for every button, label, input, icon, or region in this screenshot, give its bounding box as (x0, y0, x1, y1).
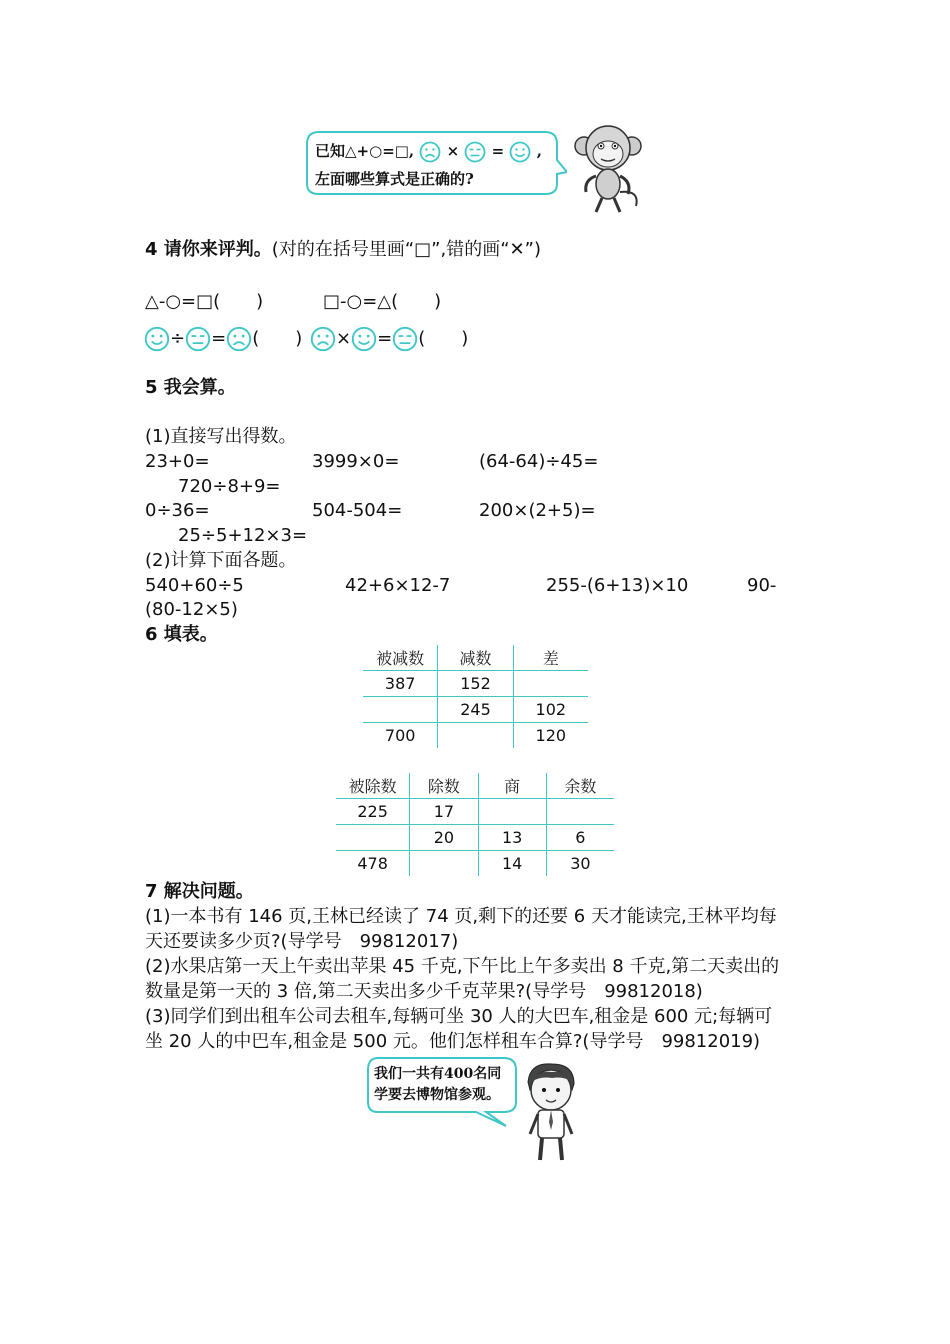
table-cell: 152 (438, 671, 513, 697)
q4-eq-2: = (377, 328, 393, 349)
table1-header: 差 (513, 645, 588, 671)
table-cell: 17 (410, 799, 478, 825)
q7-p3-line1: (3)同学们到出租车公司去租车,每辆可坐 30 人的大巴车,租金是 600 元;每辆可 (145, 1006, 773, 1027)
q5-title: 5 我会算。 (145, 377, 236, 398)
q4-div: ÷ (170, 328, 186, 349)
table-cell (478, 799, 546, 825)
table1-header: 被减数 (363, 645, 438, 671)
happy-face-icon (509, 141, 531, 163)
table-cell (410, 851, 478, 877)
neutral-face-icon (392, 326, 418, 352)
subtraction-table (363, 645, 588, 748)
table-row (336, 799, 614, 825)
monkey-speech-bubble (305, 130, 565, 194)
table-cell (438, 723, 513, 749)
q5-part1-title: (1)直接写出得数。 (145, 426, 297, 447)
table-cell: 102 (513, 697, 588, 723)
q6-title: 6 填表。 (145, 624, 218, 645)
q5-r2-c3: 200×(2+5)= (479, 500, 596, 521)
table-row (336, 825, 614, 851)
table-cell: 6 (546, 825, 614, 851)
q5-r1-extra: 720÷8+9= (178, 476, 281, 497)
table2-header: 商 (478, 773, 546, 799)
table-row (363, 697, 588, 723)
bubble-eq: = (491, 142, 505, 160)
monkey-illustration (572, 120, 644, 214)
bubble-comma: , (536, 142, 542, 160)
q4-item1: △-○=□( ) (145, 291, 264, 312)
q4-instruction-mid: ”,错的画“ (431, 239, 510, 260)
happy-face-icon (144, 326, 170, 352)
table-cell: 478 (336, 851, 410, 877)
boy-illustration (518, 1060, 584, 1164)
q5-r3-c3: 255-(6+13)×10 (546, 575, 689, 596)
table-row (336, 851, 614, 877)
q4-face-row-1 (144, 326, 302, 354)
boy-bubble-line1: 我们一共有400名同 (374, 1066, 502, 1082)
happy-face-icon (351, 326, 377, 352)
division-table (336, 773, 614, 876)
q5-r3-extra: (80-12×5) (145, 599, 238, 620)
sad-face-icon (419, 141, 441, 163)
q5-r1-c1: 23+0= (145, 451, 210, 472)
neutral-face-icon (464, 141, 486, 163)
q4-check-mark: □ (414, 239, 432, 260)
table-cell (336, 825, 410, 851)
table2-header: 除数 (410, 773, 478, 799)
table-cell: 387 (363, 671, 438, 697)
q7-p1-line1: (1)一本书有 146 页,王林已经读了 74 页,剩下的还要 6 天才能读完,王林平均每 (145, 906, 777, 927)
q5-r1-c3: (64-64)÷45= (479, 451, 599, 472)
table-cell: 700 (363, 723, 438, 749)
q4-instruction: (对的在括号里画“ (271, 239, 415, 260)
table1-header: 减数 (438, 645, 513, 671)
q7-p1-line2: 天还要读多少页?(导学号 99812017) (145, 931, 459, 952)
q7-p2-line2: 数量是第一天的 3 倍,第二天卖出多少千克苹果?(导学号 99812018) (145, 981, 703, 1002)
q4-item2: □-○=△( ) (323, 291, 442, 312)
table-cell (513, 671, 588, 697)
table2-header: 被除数 (336, 773, 410, 799)
table-cell: 20 (410, 825, 478, 851)
sad-face-icon (310, 326, 336, 352)
table-cell (546, 799, 614, 825)
q5-r2-c1: 0÷36= (145, 500, 210, 521)
bubble-line1-prefix: 已知△+○=□, (315, 142, 415, 160)
q4-title: 4 请你来评判。 (145, 239, 272, 260)
q5-r3-c1: 540+60÷5 (145, 575, 244, 596)
q4-paren-1: ( ) (252, 328, 303, 349)
q5-part2-title: (2)计算下面各题。 (145, 550, 297, 571)
sad-face-icon (226, 326, 252, 352)
q7-p2-line1: (2)水果店第一天上午卖出苹果 45 千克,下午比上午多卖出 8 千克,第二天卖出的 (145, 956, 780, 977)
q4-instruction-end: ”) (524, 239, 541, 260)
q7-p3-line2: 坐 20 人的中巴车,租金是 500 元。他们怎样租车合算?(导学号 99812019) (145, 1031, 761, 1052)
q4-times: × (336, 328, 352, 349)
neutral-face-icon (185, 326, 211, 352)
q5-r2-extra: 25÷5+12×3= (178, 525, 308, 546)
q4-cross-mark: ✕ (509, 239, 525, 260)
table-cell: 120 (535, 726, 567, 745)
table-cell: 14 (478, 851, 546, 877)
table-cell: 30 (570, 854, 591, 873)
q5-r1-c2: 3999×0= (312, 451, 400, 472)
table2-header: 余数 (546, 773, 614, 799)
bubble-line2: 左面哪些算式是正确的? (315, 170, 474, 188)
q7-title: 7 解决问题。 (145, 881, 254, 902)
q5-r3-c2: 42+6×12-7 (345, 575, 451, 596)
table-cell: 225 (336, 799, 410, 825)
table-row (363, 671, 588, 697)
boy-speech-bubble (366, 1056, 526, 1122)
q5-r3-c4: 90- (747, 575, 777, 596)
q5-r2-c2: 504-504= (312, 500, 403, 521)
bubble-times: × (446, 142, 460, 160)
boy-bubble-line2: 学要去博物馆参观。 (374, 1087, 500, 1103)
q4-face-row-2 (310, 326, 468, 354)
q4-paren-2: ( ) (418, 328, 469, 349)
table-row (363, 723, 588, 749)
table-cell (363, 697, 438, 723)
table-cell: 13 (478, 825, 546, 851)
table-cell: 245 (438, 697, 513, 723)
q4-eq: = (211, 328, 227, 349)
